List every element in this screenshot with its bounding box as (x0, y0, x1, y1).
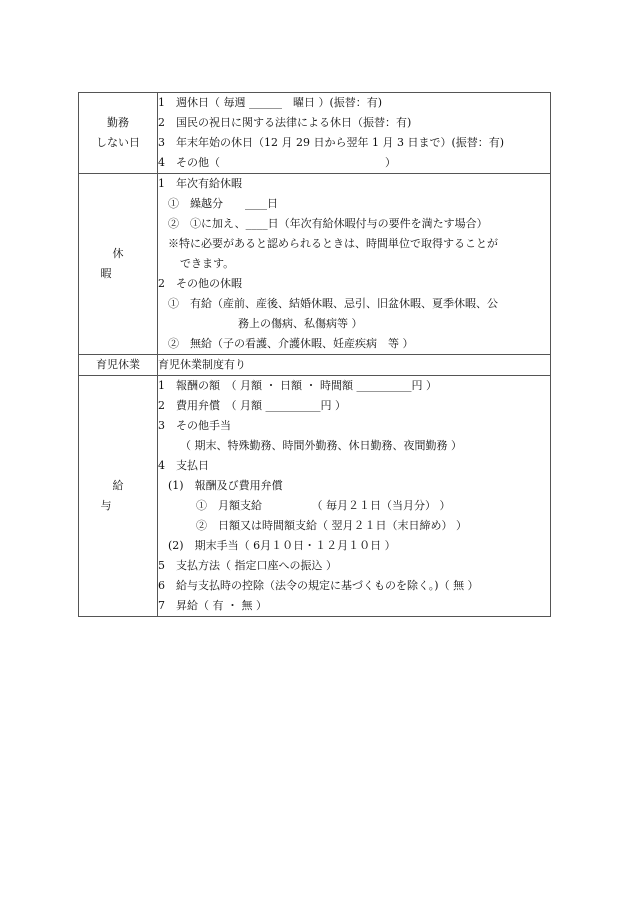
list-item: できます。 (180, 257, 235, 270)
list-item: 2 その他の休暇 (158, 277, 242, 290)
label-non-working-days (79, 93, 158, 174)
content-leave (158, 174, 551, 355)
table-row-salary (79, 376, 551, 617)
list-item: 3 年末年始の休日（12 月 29 日から翌年 1 月 3 日まで）(振替：有) (158, 136, 505, 149)
list-item: 4 支払日 (158, 459, 209, 472)
list-item: 1 週休日（ 毎週 ______ 曜日 ）(振替：有) (158, 96, 383, 109)
content-non-working-days (158, 93, 551, 174)
table-row-childcare-leave (79, 355, 551, 376)
list-item: ① 繰越分 ____日 (168, 197, 278, 210)
list-item: ② ①に加え、____日（年次有給休暇付与の要件を満たす場合） (168, 217, 488, 230)
list-item: 3 その他手当 (158, 419, 231, 432)
list-item: 5 支払方法（ 指定口座への振込 ） (158, 559, 337, 572)
list-item: ① 有給（産前、産後、結婚休暇、忌引、旧盆休暇、夏季休暇、公 (168, 297, 498, 310)
list-item: (2) 期末手当（ 6月１０日・１２月１０日 ） (168, 539, 396, 552)
list-item: 6 給与支払時の控除（法令の規定に基づくものを除く。)（ 無 ） (158, 579, 479, 592)
table-row-leave (79, 174, 551, 355)
list-item: 1 年次有給休暇 (158, 177, 242, 190)
list-item: 2 費用弁償 （ 月額 __________円 ） (158, 399, 346, 412)
list-item: ② 無給（子の看護、介護休暇、妊産疾病 等 ） (168, 337, 414, 350)
label-childcare-leave (79, 355, 158, 376)
list-item: （ 期末、特殊勤務、時間外勤務、休日勤務、夜間勤務 ） (180, 439, 462, 452)
list-item: 1 報酬の額 （ 月額 ・ 日額 ・ 時間額 __________円 ） (158, 379, 437, 392)
list-item: 育児休業制度有り (158, 358, 246, 371)
list-item: 務上の傷病、私傷病等 ） (238, 317, 363, 330)
label-salary (79, 376, 158, 617)
list-item: 2 国民の祝日に関する法律による休日（振替：有) (158, 116, 412, 129)
list-item: 4 その他（ ） (158, 156, 396, 169)
label-line: 勤務 (107, 116, 129, 129)
label-text: 給与 (100, 479, 148, 512)
list-item: (1) 報酬及び費用弁償 (168, 479, 283, 492)
employment-conditions-table (78, 92, 551, 617)
list-item: ① 月額支給 （ 毎月２１日（当月分） ） (196, 499, 451, 512)
content-childcare-leave (158, 355, 551, 376)
list-item: ※特に必要があると認められるときは、時間単位で取得することが (168, 237, 498, 250)
list-item: 7 昇給（ 有 ・ 無 ） (158, 599, 267, 612)
list-item: ② 日額又は時間額支給（ 翌月２１日（末日締め） ） (196, 519, 467, 532)
label-line: しない日 (96, 136, 140, 149)
label-text: 育児休業 (96, 358, 140, 371)
label-text: 休暇 (100, 247, 148, 280)
label-leave (79, 174, 158, 355)
content-salary (158, 376, 551, 617)
table-row-non-working-days (79, 93, 551, 174)
